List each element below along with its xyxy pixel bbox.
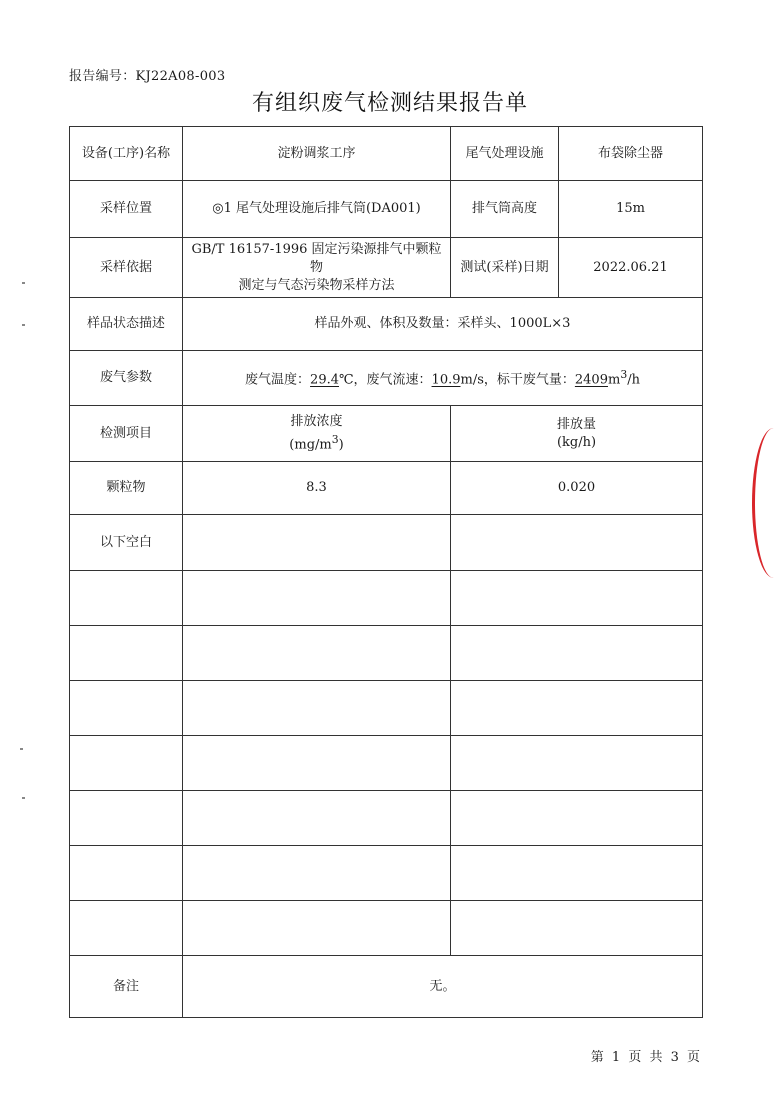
table-row — [70, 736, 703, 791]
concentration-unit — [189, 431, 444, 454]
empty-cell — [70, 681, 183, 736]
empty-cell — [451, 901, 703, 956]
seal-stamp — [752, 428, 780, 578]
table-row — [70, 127, 703, 181]
table-row — [70, 298, 703, 351]
page-number: 第 1 页 共 3 页 — [590, 1050, 702, 1065]
empty-cell — [70, 901, 183, 956]
scan-speck — [20, 748, 23, 750]
empty-cell — [183, 571, 451, 626]
concentration-header — [183, 406, 451, 462]
sample-desc-value: 样品外观、体积及数量：采样头、1000L×3 — [183, 298, 703, 351]
table-row — [70, 406, 703, 462]
empty-cell — [70, 791, 183, 846]
rate-header — [451, 406, 703, 462]
basis-value-line1: GB/T 16157-1996 固定污染源排气中颗粒物 — [191, 241, 442, 275]
empty-cell — [70, 571, 183, 626]
empty-cell — [70, 846, 183, 901]
scan-speck — [22, 324, 25, 326]
empty-cell — [70, 626, 183, 681]
volume-unit-b: /h — [627, 372, 640, 388]
report-number: 报告编号：KJ22A08-003 — [69, 69, 226, 84]
empty-cell — [451, 515, 703, 571]
table-row — [70, 846, 703, 901]
empty-cell — [183, 901, 451, 956]
concentration-unit-b: ) — [338, 437, 344, 453]
empty-cell — [70, 736, 183, 791]
page-title: 有组织废气检测结果报告单 — [251, 91, 528, 116]
empty-cell — [183, 791, 451, 846]
table-row — [70, 351, 703, 406]
temp-value: 29.4 — [310, 372, 339, 388]
treatment-value: 布袋除尘器 — [559, 127, 703, 181]
empty-cell — [451, 846, 703, 901]
date-label: 测试(采样)日期 — [451, 238, 559, 298]
sample-desc-label: 样品状态描述 — [70, 298, 183, 351]
basis-label: 采样依据 — [70, 238, 183, 298]
table-row — [70, 956, 703, 1018]
position-label: 采样位置 — [70, 181, 183, 238]
velocity-value: 10.9 — [431, 372, 461, 388]
table-row — [70, 791, 703, 846]
empty-cell — [451, 791, 703, 846]
pollutant-concentration: 8.3 — [183, 462, 451, 515]
empty-cell — [451, 571, 703, 626]
table-row — [70, 901, 703, 956]
empty-cell — [183, 681, 451, 736]
pollutant-rate: 0.020 — [451, 462, 703, 515]
concentration-unit-sup: 3 — [331, 432, 339, 446]
table-row — [70, 238, 703, 298]
stack-height-value: 15m — [559, 181, 703, 238]
empty-cell — [451, 736, 703, 791]
empty-cell — [451, 681, 703, 736]
table-row — [70, 681, 703, 736]
table-row — [70, 571, 703, 626]
report-table — [69, 126, 703, 1018]
stack-height-label: 排气筒高度 — [451, 181, 559, 238]
concentration-label: 排放浓度 — [290, 413, 343, 429]
position-value: ◎1 尾气处理设施后排气筒(DA001) — [183, 181, 451, 238]
item-label: 检测项目 — [70, 406, 183, 462]
table-row — [70, 462, 703, 515]
empty-cell — [183, 846, 451, 901]
volume-unit-a: m — [607, 372, 621, 388]
empty-cell — [451, 626, 703, 681]
empty-cell — [183, 626, 451, 681]
table-row — [70, 181, 703, 238]
rate-label: 排放量 — [556, 416, 596, 432]
table-row — [70, 515, 703, 571]
gas-params-value — [183, 351, 703, 406]
equipment-value: 淀粉调浆工序 — [183, 127, 451, 181]
gas-params-label: 废气参数 — [70, 351, 183, 406]
remarks-label: 备注 — [70, 956, 183, 1018]
temp-unit: ℃，废气流速： — [339, 372, 432, 388]
basis-value-line2: 测定与气态污染物采样方法 — [238, 277, 395, 293]
remarks-value: 无。 — [183, 956, 703, 1018]
volume-value: 2409 — [574, 372, 608, 388]
velocity-unit: m/s，标干废气量： — [460, 372, 575, 388]
basis-value — [183, 238, 451, 298]
blank-label: 以下空白 — [70, 515, 183, 571]
empty-cell — [183, 515, 451, 571]
equipment-label: 设备(工序)名称 — [70, 127, 183, 181]
volume-unit-sup: 3 — [620, 368, 628, 382]
temp-label: 废气温度： — [245, 372, 311, 388]
empty-cell — [183, 736, 451, 791]
scan-speck — [22, 282, 25, 284]
concentration-unit-a: (mg/m — [289, 437, 332, 453]
rate-unit: (kg/h) — [556, 434, 597, 450]
scan-speck — [22, 797, 25, 799]
treatment-label: 尾气处理设施 — [451, 127, 559, 181]
pollutant-name: 颗粒物 — [70, 462, 183, 515]
date-value: 2022.06.21 — [559, 238, 703, 298]
table-row — [70, 626, 703, 681]
